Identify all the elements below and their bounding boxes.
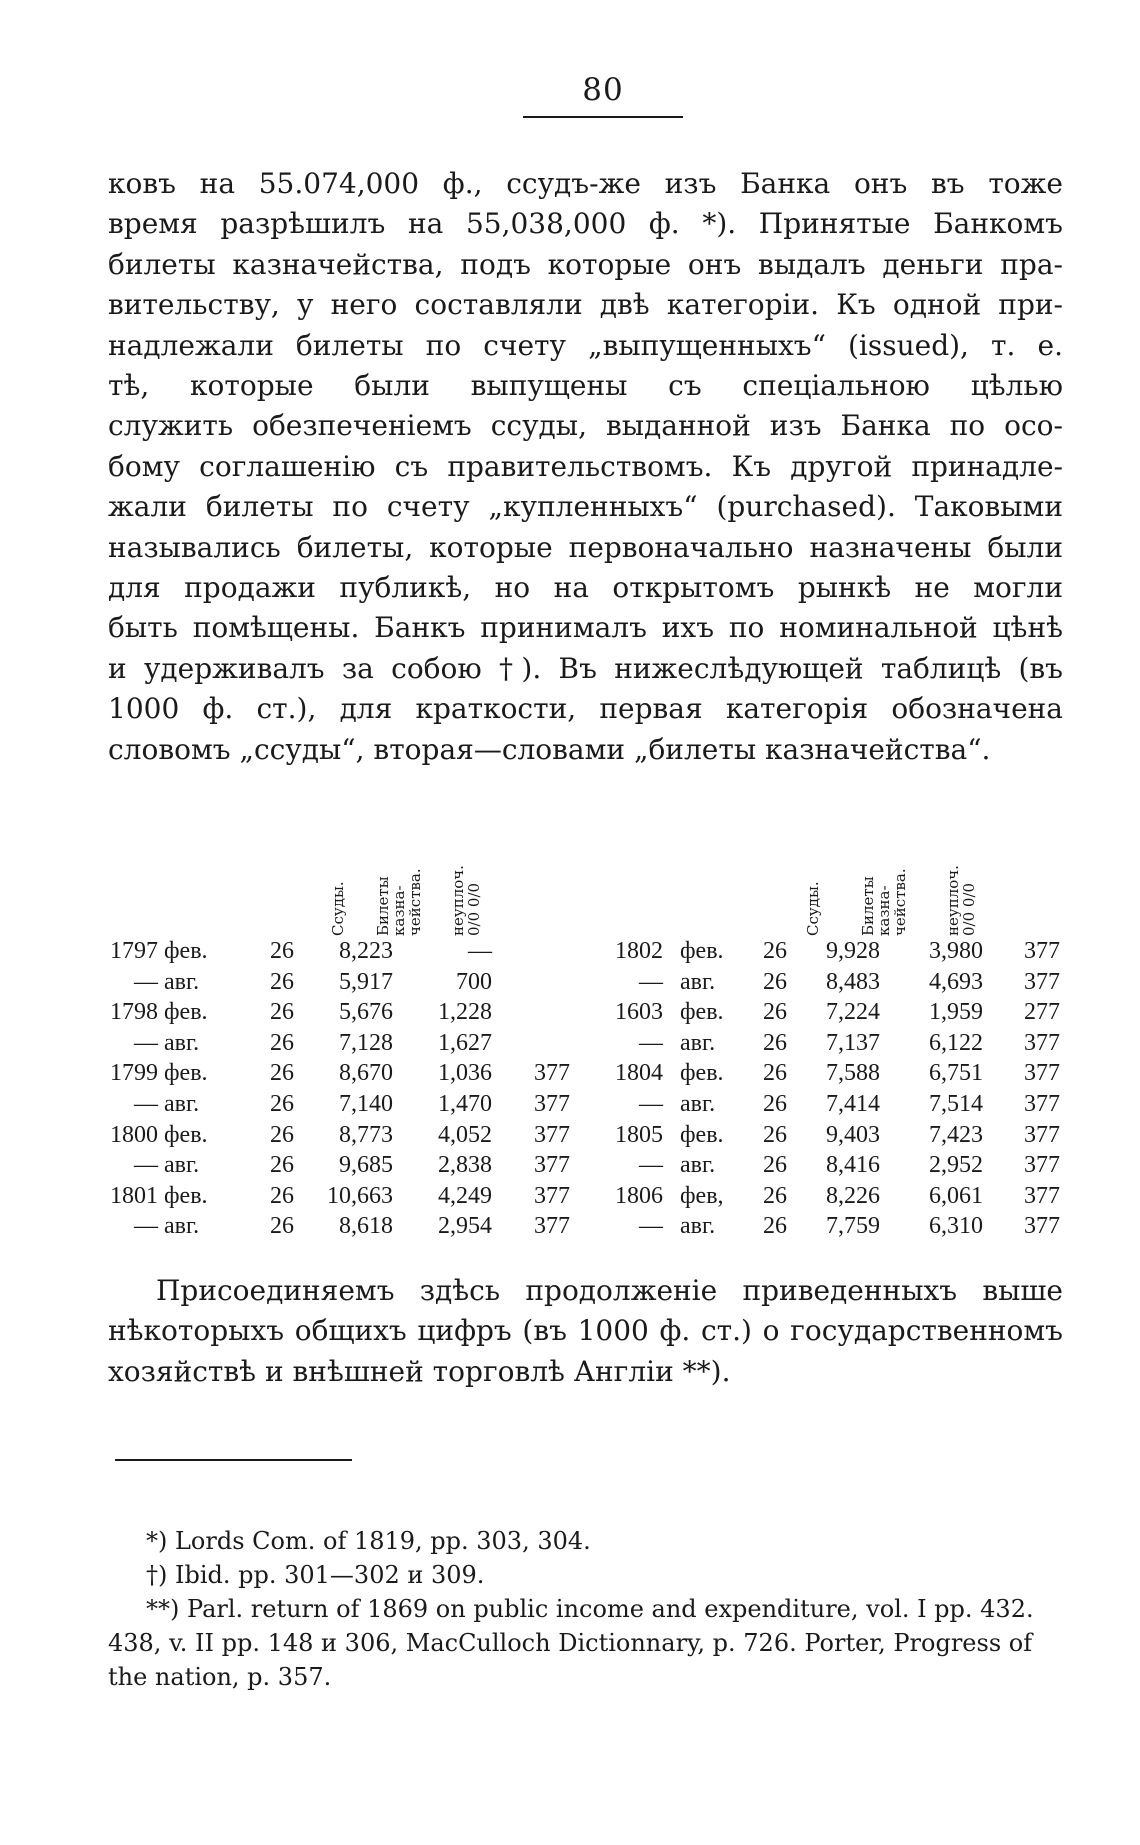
table-row [100, 967, 1070, 998]
cell-bills: 1,036 [438, 1060, 492, 1087]
cell-unpaid: 377 [534, 1213, 570, 1240]
cell-month2: фев. [680, 999, 724, 1026]
cell-month2: авг. [680, 1090, 716, 1117]
cell-bills2: 6,751 [929, 1060, 983, 1087]
cell-year: — [134, 1029, 158, 1056]
table-row [100, 1120, 1070, 1151]
cell-day: 26 [270, 1152, 294, 1179]
cell-bills: 700 [456, 968, 492, 995]
cell-day: 26 [270, 1029, 294, 1056]
cell-month: авг. [164, 1029, 200, 1056]
cell-year: — [134, 1213, 158, 1240]
cell-month2: авг. [680, 968, 716, 995]
footnote-2: †) Ibid. pp. 301—302 и 309. [146, 1561, 485, 1589]
cell-day2: 26 [763, 1090, 787, 1117]
cell-day2: 26 [763, 938, 787, 964]
page-number: 80 [582, 72, 624, 108]
table-body [100, 936, 1070, 1242]
cell-loans2: 7,759 [826, 1213, 880, 1240]
header-loans-2: Ссуды. [804, 881, 822, 936]
cell-loans: 8,773 [339, 1121, 393, 1148]
header-bills: Билеты казна- чейства. [374, 868, 424, 936]
header-unpaid: неуплоч. 0/0 0/0 [449, 865, 483, 936]
cell-year: 1801 [110, 1182, 158, 1209]
paragraph-line: и удерживалъ за собою †). Въ нижеслѣдующей таблицѣ (въ [108, 651, 1063, 685]
paragraph-line: бому соглашенію съ правительствомъ. Къ другой принадле- [108, 449, 1063, 483]
cell-year: — [134, 1090, 158, 1117]
cell-month2: авг. [680, 1029, 716, 1056]
cell-day2: 26 [763, 1182, 787, 1209]
cell-year: 1799 [110, 1060, 158, 1087]
footnote-3: **) Parl. return of 1869 on public income and expenditure, vol. I pp. 432. 438, v. II pp. 148 и 306, MacCulloch Dictionnary, p. 726. Porter, Progress of the nation, p. 357. [108, 1595, 1034, 1691]
cell-year2: 1805 [615, 1121, 663, 1148]
cell-day: 26 [270, 1213, 294, 1240]
cell-bills: 2,838 [438, 1152, 492, 1179]
table-row [100, 997, 1070, 1028]
cell-loans2: 8,226 [826, 1182, 880, 1209]
cell-loans: 7,140 [339, 1090, 393, 1117]
paragraph-line: словомъ „ссуды“, вторая—словами „билеты казначейства“. [108, 732, 991, 766]
table-row [100, 1089, 1070, 1120]
cell-unpaid: 377 [534, 1090, 570, 1117]
cell-bills2: 6,061 [929, 1182, 983, 1209]
cell-day: 26 [270, 1121, 294, 1148]
paragraph-line: билеты казначейства, подъ которые онъ выдалъ деньги пра- [108, 247, 1063, 281]
cell-unpaid2: 377 [1024, 1029, 1060, 1056]
cell-loans2: 9,403 [826, 1121, 880, 1148]
cell-bills: 1,627 [438, 1029, 492, 1056]
cell-loans: 9,685 [339, 1152, 393, 1179]
cell-month: авг. [164, 968, 200, 995]
cell-loans2: 7,588 [826, 1060, 880, 1087]
cell-day2: 26 [763, 999, 787, 1026]
loans-table [100, 826, 1070, 1242]
cell-month2: фев, [680, 1182, 724, 1209]
cell-year: 1797 [110, 938, 158, 964]
cell-day2: 26 [763, 1029, 787, 1056]
table-row [100, 1058, 1070, 1089]
cell-month2: авг. [680, 1152, 716, 1179]
cell-day2: 26 [763, 1152, 787, 1179]
footnote-1: *) Lords Com. of 1819, pp. 303, 304. [146, 1527, 591, 1555]
cell-unpaid: 377 [534, 1060, 570, 1087]
paragraph-line: назывались билеты, которые первоначально назначены были [108, 530, 1063, 564]
cell-month: авг. [164, 1090, 200, 1117]
paragraph-line: быть помѣщены. Банкъ принималъ ихъ по номинальной цѣнѣ [108, 611, 1063, 645]
cell-loans: 5,676 [339, 999, 393, 1026]
table-row [100, 936, 1070, 967]
cell-unpaid2: 377 [1024, 1213, 1060, 1240]
cell-year2: 1802 [615, 938, 663, 964]
cell-month: фев. [164, 999, 208, 1026]
cell-unpaid2: 377 [1024, 1060, 1060, 1087]
cell-year2: — [639, 1090, 663, 1117]
cell-bills2: 7,514 [929, 1090, 983, 1117]
paragraph-text [108, 164, 1063, 770]
paragraph-line: 1000 ф. ст.), для краткости, первая категорія обозначена [108, 692, 1063, 726]
paragraph-line: время разрѣшилъ на 55,038,000 ф. *). Принятые Банкомъ [108, 207, 1063, 241]
page-number-rule [523, 116, 683, 118]
cell-unpaid2: 377 [1024, 1121, 1060, 1148]
cell-loans2: 8,416 [826, 1152, 880, 1179]
cell-unpaid2: 277 [1024, 999, 1060, 1026]
cell-unpaid2: 377 [1024, 968, 1060, 995]
cell-year2: — [639, 968, 663, 995]
cell-loans: 5,917 [339, 968, 393, 995]
cell-loans2: 7,137 [826, 1029, 880, 1056]
header-bills-2: Билеты казна- чейства. [859, 868, 909, 936]
table-row [100, 1028, 1070, 1059]
cell-bills2: 6,310 [929, 1213, 983, 1240]
paragraph-line: служить обезпеченіемъ ссуды, выданной изъ Банка по осо- [108, 409, 1063, 443]
cell-loans: 8,223 [339, 938, 393, 964]
cell-year2: — [639, 1213, 663, 1240]
cell-bills: 1,470 [438, 1090, 492, 1117]
cell-day: 26 [270, 999, 294, 1026]
cell-unpaid2: 377 [1024, 1152, 1060, 1179]
cell-day2: 26 [763, 1213, 787, 1240]
cell-loans2: 7,224 [826, 999, 880, 1026]
cell-day2: 26 [763, 1121, 787, 1148]
cell-bills2: 1,959 [929, 999, 983, 1026]
cell-day2: 26 [763, 968, 787, 995]
cell-day: 26 [270, 1182, 294, 1209]
cell-year2: — [639, 1152, 663, 1179]
cell-loans2: 9,928 [826, 938, 880, 964]
header-loans: Ссуды. [329, 881, 347, 936]
paragraph-line: вительству, у него составляли двѣ категоріи. Къ одной при- [108, 288, 1063, 322]
cell-unpaid2: 377 [1024, 938, 1060, 964]
paragraph-text: Присоединяемъ здѣсь продолженіе приведенныхъ выше нѣкоторыхъ общихъ цифръ (въ 1000 ф. ст.) о государственномъ хозяйствѣ и внѣшней торговлѣ Англіи **). [108, 1274, 1063, 1388]
table-row [100, 1150, 1070, 1181]
cell-unpaid: 377 [534, 1182, 570, 1209]
cell-day: 26 [270, 1060, 294, 1087]
cell-year2: 1804 [615, 1060, 663, 1087]
cell-day: 26 [270, 938, 294, 964]
cell-month: фев. [164, 938, 208, 964]
cell-bills: — [468, 938, 492, 964]
cell-bills2: 3,980 [929, 938, 983, 964]
table-row [100, 1211, 1070, 1242]
paragraph-line: тѣ, которые были выпущены съ спеціальною цѣлью [108, 369, 1063, 403]
cell-year: — [134, 1152, 158, 1179]
table-header [100, 826, 1070, 936]
cell-month: фев. [164, 1060, 208, 1087]
cell-bills: 2,954 [438, 1213, 492, 1240]
continuation-paragraph [108, 1271, 1063, 1392]
cell-year2: 1806 [615, 1182, 663, 1209]
cell-month: фев. [164, 1121, 208, 1148]
cell-month2: фев. [680, 938, 724, 964]
cell-year2: 1603 [615, 999, 663, 1026]
cell-loans: 10,663 [327, 1182, 393, 1209]
cell-year: 1798 [110, 999, 158, 1026]
cell-month2: фев. [680, 1060, 724, 1087]
cell-loans: 8,618 [339, 1213, 393, 1240]
cell-bills2: 6,122 [929, 1029, 983, 1056]
cell-month: авг. [164, 1152, 200, 1179]
cell-loans2: 8,483 [826, 968, 880, 995]
cell-year2: — [639, 1029, 663, 1056]
cell-day2: 26 [763, 1060, 787, 1087]
cell-unpaid: 377 [534, 1152, 570, 1179]
cell-month2: фев. [680, 1121, 724, 1148]
cell-bills: 1,228 [438, 999, 492, 1026]
cell-month: авг. [164, 1213, 200, 1240]
cell-loans: 7,128 [339, 1029, 393, 1056]
paragraph-line: для продажи публикѣ, но на открытомъ рынкѣ не могли [108, 571, 1063, 605]
header-unpaid-2: неуплоч. 0/0 0/0 [944, 865, 978, 936]
footnotes [108, 1524, 1063, 1694]
footnote-rule [115, 1459, 352, 1461]
cell-year: 1800 [110, 1121, 158, 1148]
cell-year: — [134, 968, 158, 995]
cell-bills: 4,052 [438, 1121, 492, 1148]
main-paragraph [108, 164, 1063, 770]
cell-loans2: 7,414 [826, 1090, 880, 1117]
cell-day: 26 [270, 968, 294, 995]
table-row [100, 1181, 1070, 1212]
cell-bills2: 7,423 [929, 1121, 983, 1148]
paragraph-line: ковъ на 55.074,000 ф., ссудъ-же изъ Банка онъ въ тоже [108, 167, 1063, 200]
cell-day: 26 [270, 1090, 294, 1117]
cell-month: фев. [164, 1182, 208, 1209]
paragraph-line: надлежали билеты по счету „выпущенныхъ“ (issued), т. е. [108, 328, 1063, 362]
cell-unpaid: 377 [534, 1121, 570, 1148]
cell-bills: 4,249 [438, 1182, 492, 1209]
cell-unpaid2: 377 [1024, 1090, 1060, 1117]
cell-month2: авг. [680, 1213, 716, 1240]
paragraph-line: жали билеты по счету „купленныхъ“ (purchased). Таковыми [108, 490, 1063, 524]
cell-unpaid2: 377 [1024, 1182, 1060, 1209]
cell-bills2: 4,693 [929, 968, 983, 995]
cell-bills2: 2,952 [929, 1152, 983, 1179]
cell-loans: 8,670 [339, 1060, 393, 1087]
